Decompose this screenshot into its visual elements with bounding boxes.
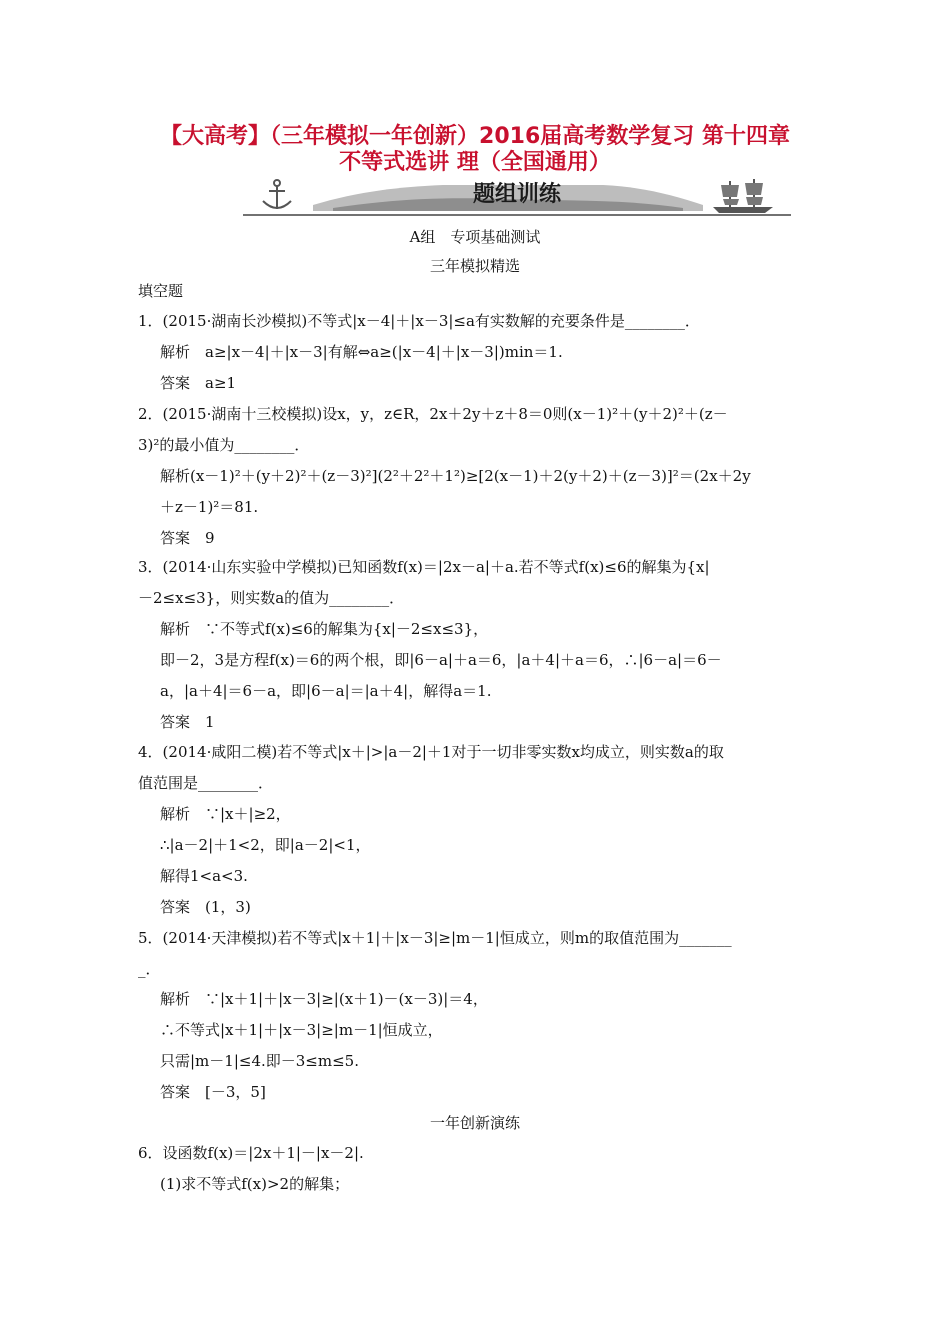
question-2-cont: 3)²的最小值为________． (138, 436, 310, 454)
analysis-4-cont-1: ∴|a－2|＋1<2，即|a－2|<1， (160, 836, 371, 854)
analysis-1: 解析 a≥|x－4|＋|x－3|有解⇔a≥(|x－4|＋|x－3|)min＝1. (160, 343, 563, 361)
subsection-heading-2: 一年创新演练 (429, 1114, 520, 1132)
analysis-4: 解析 ∵|x＋|≥2， (160, 805, 291, 823)
question-5: 5．(2014·天津模拟)若不等式|x＋1|＋|x－3|≥|m－1|恒成立，则m的取值范围为_______ (138, 929, 732, 947)
subsection-heading-1: 三年模拟精选 (429, 257, 520, 275)
group-heading: A组 专项基础测试 (409, 228, 541, 246)
analysis-5-cont-1: ∴不等式|x＋1|＋|x－3|≥|m－1|恒成立， (160, 1021, 443, 1039)
analysis-3-cont-1: 即－2，3是方程f(x)＝6的两个根，即|6－a|＋a＝6，|a＋4|＋a＝6，∴|6－a|＝6－ (160, 651, 722, 669)
answer-2: 答案 9 (160, 529, 215, 547)
analysis-2: 解析(x－1)²＋(y＋2)²＋(z－3)²](2²＋2²＋1²)≥[2(x－1)＋2(y＋2)＋(z－3)]²＝(2x＋2y (160, 467, 751, 485)
question-3-cont: －2≤x≤3}，则实数a的值为________． (138, 589, 405, 607)
question-6-part-1: (1)求不等式f(x)>2的解集； (160, 1175, 350, 1193)
analysis-5-cont-2: 只需|m－1|≤4.即－3≤m≤5. (160, 1052, 359, 1070)
question-2: 2．(2015·湖南十三校模拟)设x，y，z∈R，2x＋2y＋z＋8＝0则(x－1)²＋(y＋2)²＋(z－ (138, 405, 728, 423)
document-title-line1: 【大高考】（三年模拟一年创新）2016届高考数学复习 第十四章 (160, 124, 790, 149)
banner (243, 175, 791, 217)
answer-3: 答案 1 (160, 713, 215, 731)
analysis-3: 解析 ∵不等式f(x)≤6的解集为{x|－2≤x≤3}， (160, 620, 489, 638)
question-3: 3．(2014·山东实验中学模拟)已知函数f(x)＝|2x－a|＋a.若不等式f(x)≤6的解集为{x| (138, 558, 710, 576)
document-title-line2: 不等式选讲 理（全国通用） (339, 150, 611, 175)
answer-1: 答案 a≥1 (160, 374, 237, 392)
banner-text: 题组训练 (472, 182, 562, 207)
question-4-cont: 值范围是________． (138, 774, 274, 792)
anchor-icon (263, 180, 291, 209)
sailing-ship-icon (713, 179, 773, 213)
analysis-4-cont-2: 解得1<a<3. (160, 867, 248, 885)
question-1: 1．(2015·湖南长沙模拟)不等式|x－4|＋|x－3|≤a有实数解的充要条件是________． (138, 312, 700, 330)
question-4: 4．(2014·咸阳二模)若不等式|x＋|>|a－2|＋1对于一切非零实数x均成立，则实数a的取 (138, 743, 724, 761)
question-5-cont: _． (138, 960, 161, 978)
question-6: 6．设函数f(x)＝|2x＋1|－|x－2|. (138, 1144, 364, 1162)
answer-4: 答案 (1，3) (160, 898, 251, 916)
question-type-label: 填空题 (138, 282, 184, 300)
answer-5: 答案 [－3，5] (160, 1083, 266, 1101)
analysis-3-cont-2: a，|a＋4|＝6－a，即|6－a|＝|a＋4|，解得a＝1. (160, 682, 492, 700)
analysis-5: 解析 ∵|x＋1|＋|x－3|≥|(x＋1)－(x－3)|＝4， (160, 990, 488, 1008)
analysis-2-cont: ＋z－1)²＝81. (160, 498, 259, 516)
